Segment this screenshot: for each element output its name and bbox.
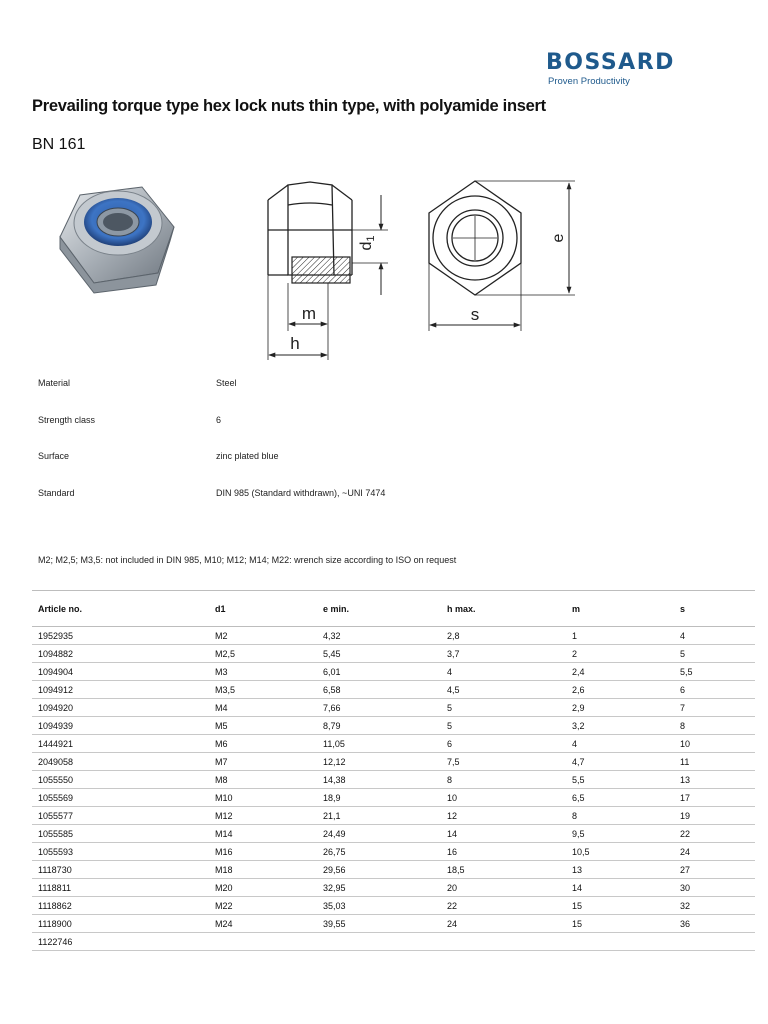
cell-d1: M16 bbox=[209, 843, 317, 861]
cell-h-max bbox=[441, 933, 566, 951]
cell-h-max: 6 bbox=[441, 735, 566, 753]
cell-d1: M4 bbox=[209, 699, 317, 717]
cell-s: 24 bbox=[674, 843, 755, 861]
cell-e-min: 7,66 bbox=[317, 699, 441, 717]
cell-article-no: 1118862 bbox=[32, 897, 209, 915]
property-value: 6 bbox=[216, 414, 222, 425]
cell-s: 22 bbox=[674, 825, 755, 843]
cell-s: 19 bbox=[674, 807, 755, 825]
cell-article-no: 1055569 bbox=[32, 789, 209, 807]
cell-article-no: 1952935 bbox=[32, 627, 209, 645]
cell-e-min: 29,56 bbox=[317, 861, 441, 879]
property-label: Standard bbox=[38, 487, 75, 498]
table-row bbox=[32, 735, 755, 753]
cell-d1: M20 bbox=[209, 879, 317, 897]
cell-s: 10 bbox=[674, 735, 755, 753]
cell-e-min: 12,12 bbox=[317, 753, 441, 771]
cell-e-min: 26,75 bbox=[317, 843, 441, 861]
cell-e-min: 11,05 bbox=[317, 735, 441, 753]
cell-d1: M2,5 bbox=[209, 645, 317, 663]
cell-d1: M5 bbox=[209, 717, 317, 735]
cell-m: 13 bbox=[566, 861, 674, 879]
cell-e-min bbox=[317, 933, 441, 951]
page-title: Prevailing torque type hex lock nuts thin type, with polyamide insert bbox=[32, 97, 546, 115]
table-row bbox=[32, 861, 755, 879]
logo-wordmark: BOSSARD bbox=[546, 50, 675, 75]
cell-s: 5,5 bbox=[674, 663, 755, 681]
cell-d1: M14 bbox=[209, 825, 317, 843]
properties-list bbox=[38, 378, 738, 524]
cell-article-no: 1122746 bbox=[32, 933, 209, 951]
cell-article-no: 1055577 bbox=[32, 807, 209, 825]
cell-s: 32 bbox=[674, 897, 755, 915]
cell-h-max: 5 bbox=[441, 717, 566, 735]
dimensions-table bbox=[32, 590, 755, 951]
table-row bbox=[32, 753, 755, 771]
cell-s: 13 bbox=[674, 771, 755, 789]
svg-text:d1 bbox=[358, 235, 377, 250]
technical-drawing-icon bbox=[255, 175, 595, 365]
cell-m: 3,2 bbox=[566, 717, 674, 735]
cell-m: 2 bbox=[566, 645, 674, 663]
cell-s: 4 bbox=[674, 627, 755, 645]
cell-m: 1 bbox=[566, 627, 674, 645]
cell-h-max: 16 bbox=[441, 843, 566, 861]
cell-d1: M10 bbox=[209, 789, 317, 807]
cell-h-max: 7,5 bbox=[441, 753, 566, 771]
property-row bbox=[38, 451, 738, 488]
cell-h-max: 5 bbox=[441, 699, 566, 717]
column-header-article-no: Article no. bbox=[32, 591, 209, 627]
cell-e-min: 5,45 bbox=[317, 645, 441, 663]
cell-article-no: 1444921 bbox=[32, 735, 209, 753]
cell-h-max: 24 bbox=[441, 915, 566, 933]
column-header-d1: d1 bbox=[209, 591, 317, 627]
cell-article-no: 1118811 bbox=[32, 879, 209, 897]
cell-e-min: 4,32 bbox=[317, 627, 441, 645]
cell-h-max: 10 bbox=[441, 789, 566, 807]
table-row bbox=[32, 663, 755, 681]
cell-m: 5,5 bbox=[566, 771, 674, 789]
cell-s: 7 bbox=[674, 699, 755, 717]
table-row bbox=[32, 933, 755, 951]
cell-d1: M18 bbox=[209, 861, 317, 879]
table-row bbox=[32, 717, 755, 735]
cell-s: 6 bbox=[674, 681, 755, 699]
cell-d1: M3 bbox=[209, 663, 317, 681]
property-label: Material bbox=[38, 378, 71, 388]
property-label: Surface bbox=[38, 451, 70, 461]
cell-e-min: 24,49 bbox=[317, 825, 441, 843]
logo-tagline: Proven Productivity bbox=[548, 76, 630, 87]
cell-m: 10,5 bbox=[566, 843, 674, 861]
table-row bbox=[32, 645, 755, 663]
label-d1-subscript: 1 bbox=[365, 235, 377, 242]
property-row bbox=[38, 378, 738, 415]
cell-h-max: 4 bbox=[441, 663, 566, 681]
product-code: BN 161 bbox=[32, 136, 86, 153]
cell-e-min: 6,01 bbox=[317, 663, 441, 681]
label-e: e bbox=[550, 233, 567, 243]
property-value: zinc plated blue bbox=[216, 451, 279, 461]
cell-article-no: 1118900 bbox=[32, 915, 209, 933]
property-label: Strength class bbox=[38, 414, 96, 425]
table-row bbox=[32, 681, 755, 699]
cell-m: 8 bbox=[566, 807, 674, 825]
cell-s: 30 bbox=[674, 879, 755, 897]
cell-m: 6,5 bbox=[566, 789, 674, 807]
cell-article-no: 1055550 bbox=[32, 771, 209, 789]
cell-s bbox=[674, 933, 755, 951]
cell-m: 15 bbox=[566, 897, 674, 915]
table-header-row bbox=[32, 591, 755, 627]
table-row bbox=[32, 879, 755, 897]
cell-article-no: 1094882 bbox=[32, 645, 209, 663]
label-h: h bbox=[290, 334, 300, 353]
table-row bbox=[32, 627, 755, 645]
cell-article-no: 1094904 bbox=[32, 663, 209, 681]
cell-e-min: 21,1 bbox=[317, 807, 441, 825]
bossard-logo bbox=[546, 50, 686, 88]
cell-m: 14 bbox=[566, 879, 674, 897]
label-s: s bbox=[470, 305, 480, 324]
cell-article-no: 1118730 bbox=[32, 861, 209, 879]
cell-d1: M12 bbox=[209, 807, 317, 825]
table-row bbox=[32, 789, 755, 807]
label-m: m bbox=[301, 304, 317, 323]
cell-d1: M22 bbox=[209, 897, 317, 915]
column-header-h-max: h max. bbox=[441, 591, 566, 627]
column-header-m: m bbox=[566, 591, 674, 627]
cell-h-max: 3,7 bbox=[441, 645, 566, 663]
cell-s: 11 bbox=[674, 753, 755, 771]
label-d1: d bbox=[358, 241, 375, 251]
cell-e-min: 32,95 bbox=[317, 879, 441, 897]
cell-article-no: 1055585 bbox=[32, 825, 209, 843]
table-row bbox=[32, 843, 755, 861]
cell-d1 bbox=[209, 933, 317, 951]
cell-h-max: 12 bbox=[441, 807, 566, 825]
table-row bbox=[32, 915, 755, 933]
table-row bbox=[32, 807, 755, 825]
table-row bbox=[32, 699, 755, 717]
cell-d1: M6 bbox=[209, 735, 317, 753]
property-value: Steel bbox=[216, 378, 237, 388]
property-row bbox=[38, 488, 738, 525]
cell-d1: M8 bbox=[209, 771, 317, 789]
cell-h-max: 2,8 bbox=[441, 627, 566, 645]
cell-m bbox=[566, 933, 674, 951]
property-value: DIN 985 (Standard withdrawn), ~UNI 7474 bbox=[216, 487, 386, 498]
cell-d1: M3,5 bbox=[209, 681, 317, 699]
column-header-s: s bbox=[674, 591, 755, 627]
cell-d1: M7 bbox=[209, 753, 317, 771]
table-row bbox=[32, 771, 755, 789]
cell-article-no: 1094912 bbox=[32, 681, 209, 699]
cell-h-max: 22 bbox=[441, 897, 566, 915]
cell-m: 2,6 bbox=[566, 681, 674, 699]
cell-e-min: 6,58 bbox=[317, 681, 441, 699]
cell-m: 2,9 bbox=[566, 699, 674, 717]
cell-m: 9,5 bbox=[566, 825, 674, 843]
cell-s: 5 bbox=[674, 645, 755, 663]
cell-s: 27 bbox=[674, 861, 755, 879]
cell-e-min: 39,55 bbox=[317, 915, 441, 933]
cell-d1: M2 bbox=[209, 627, 317, 645]
cell-e-min: 35,03 bbox=[317, 897, 441, 915]
cell-m: 2,4 bbox=[566, 663, 674, 681]
cell-m: 4,7 bbox=[566, 753, 674, 771]
table-row bbox=[32, 897, 755, 915]
cell-article-no: 1055593 bbox=[32, 843, 209, 861]
cell-m: 4 bbox=[566, 735, 674, 753]
table-body bbox=[32, 627, 755, 951]
hex-nut-photo-icon bbox=[50, 175, 182, 295]
cell-h-max: 4,5 bbox=[441, 681, 566, 699]
cell-h-max: 18,5 bbox=[441, 861, 566, 879]
cell-h-max: 14 bbox=[441, 825, 566, 843]
cell-h-max: 8 bbox=[441, 771, 566, 789]
cell-e-min: 14,38 bbox=[317, 771, 441, 789]
cell-article-no: 1094920 bbox=[32, 699, 209, 717]
cell-s: 17 bbox=[674, 789, 755, 807]
table-row bbox=[32, 825, 755, 843]
cell-e-min: 8,79 bbox=[317, 717, 441, 735]
cell-s: 8 bbox=[674, 717, 755, 735]
cell-d1: M24 bbox=[209, 915, 317, 933]
cell-m: 15 bbox=[566, 915, 674, 933]
cell-s: 36 bbox=[674, 915, 755, 933]
availability-note: M2; M2,5; M3,5: not included in DIN 985, M10; M12; M14; M22: wrench size according to ISO on request bbox=[38, 555, 457, 565]
cell-h-max: 20 bbox=[441, 879, 566, 897]
cell-article-no: 1094939 bbox=[32, 717, 209, 735]
property-row bbox=[38, 415, 738, 452]
column-header-e-min: e min. bbox=[317, 591, 441, 627]
cell-e-min: 18,9 bbox=[317, 789, 441, 807]
cell-article-no: 2049058 bbox=[32, 753, 209, 771]
